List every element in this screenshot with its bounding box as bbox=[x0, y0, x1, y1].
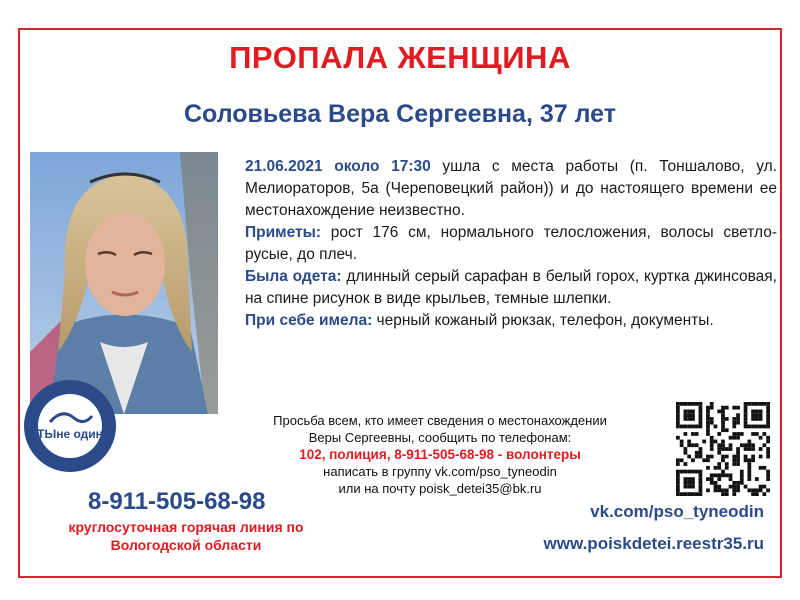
vk-link[interactable]: vk.com/pso_tyneodin bbox=[590, 502, 764, 521]
contact-request: Просьба всем, кто имеет сведения о местонахождении Веры Сергеевны, сообщить по телефонам: 102, полиция, 8-911-505-68-98 - волонтеры написать в группу vk.com/pso_tyneodin или на почту poisk_detei35@bk.ru bbox=[226, 412, 654, 497]
logo-center-text: ТЫне один bbox=[37, 427, 103, 441]
missing-person-photo bbox=[30, 152, 218, 414]
description-signs: Приметы: рост 176 см, нормального телосложения, волосы светло-русые, до плеч. bbox=[245, 224, 777, 263]
poster-title: ПРОПАЛА ЖЕНЩИНА bbox=[229, 40, 571, 75]
site-link[interactable]: www.poiskdetei.reestr35.ru bbox=[543, 534, 764, 553]
description-block bbox=[245, 156, 777, 332]
qr-code[interactable] bbox=[676, 402, 770, 496]
contact-phones: 102, полиция, 8-911-505-68-98 - волонтеры bbox=[299, 447, 581, 462]
missing-person-name: Соловьева Вера Сергеевна, 37 лет bbox=[184, 100, 616, 128]
ty-ne-odin-logo bbox=[22, 378, 118, 474]
description-dress: Была одета: длинный серый сарафан в белый горох, куртка джинсовая, на спине рисунок в виде крыльев, темные шлепки. bbox=[245, 268, 777, 307]
hotline-phone[interactable]: 8-911-505-68-98 bbox=[88, 488, 266, 515]
description-carry: При себе имела: черный кожаный рюкзак, телефон, документы. bbox=[245, 312, 714, 329]
missing-date: 21.06.2021 около 17:30 bbox=[245, 158, 431, 175]
hotline-caption: круглосуточная горячая линия по Вологодской области bbox=[68, 519, 304, 553]
description-intro: 21.06.2021 около 17:30 ушла с места работы (п. Тоншалово, ул. Мелиораторов, 5а (Череповецкий район)) и до настоящего времени ее местонахождение неизвестно. bbox=[245, 158, 777, 219]
